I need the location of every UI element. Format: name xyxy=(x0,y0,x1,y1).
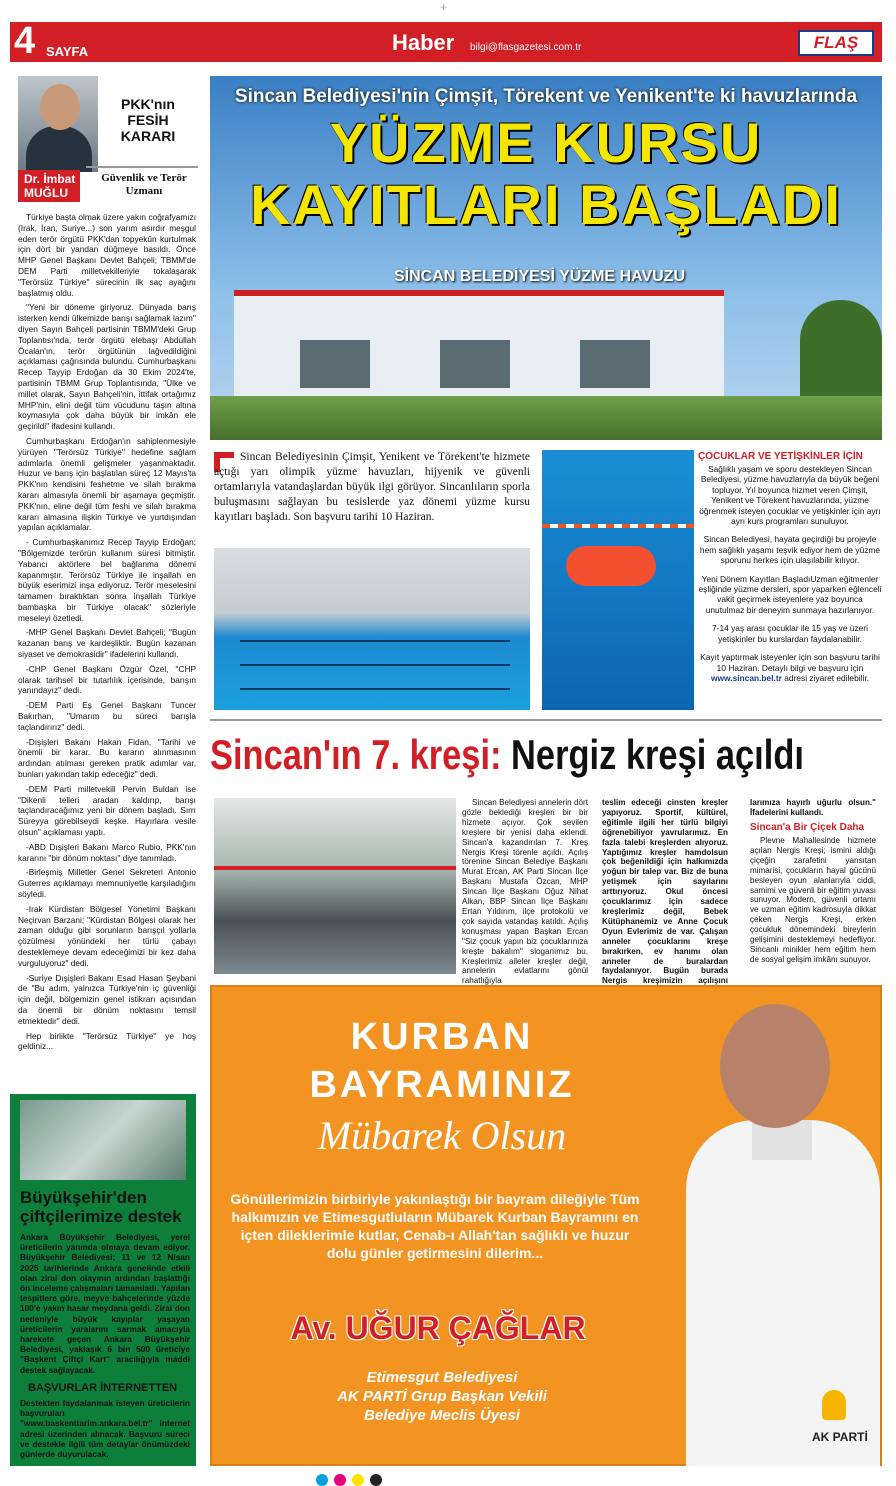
kres-col-2: teslim edeceği cinsten kreşler yapıyoruz. Sportif, kültürel, eğitimle ilgili her türlü bilgiyi öğrenebiliyor yavrularımız. En fazla talebi kreşlerden alıyoruz. Yaptığımız kreşler hamdolsun çok beğenildiği için halkımızda yoğun bir talep var. Biz de buna yetişmek için sayılarını arttırıyoruz. Okul öncesi çocuklarımız için sadece kreşlerimiz değil, Bebek Kütüphanemiz ve Anne Çocuk Oyun Evlerimiz de var. Çalışan anneler çocuklarını kreşe bırakırken, ev hanımı olan anneler de buralardan faydalanıyor. Bugün burada Nergis kreşimizin açılışını xyxy=(602,798,728,986)
ribbon-cutting-photo xyxy=(214,798,456,974)
side-heading: ÇOCUKLAR VE YETİŞKİNLER İÇİN xyxy=(698,451,863,462)
green-text: Ankara Büyükşehir Belediyesi, yerel üreticilerin yanında olmaya devam ediyor. Büyükşehir Belediyesi; 11 ve 12 Nisan 2025 tarihlerinde Ankara genelinde etkili olan zirai don olayının ardından başlattığı ön inceleme çalışmaları tamamladı. Yapılan tespitlere göre, meyve bahçelerinde yüzde 100'e yakın hasar meydana geldi. Zirai don nedeniyle büyük kayıplar yaşayan üreticilerin yaralarını sarmak amacıyla harekete geçen Ankara Büyükşehir Belediyesi, yaklaşık 6 bin 500 üreticiye "Başkent Çiftçi Kart" aracılığıyla maddi destek sağlayacak. xyxy=(20,1232,191,1375)
column-body xyxy=(18,212,196,1072)
side-paragraph: 7-14 yaş arası çocuklar ile 15 yaş ve üzeri yetişkinler bu kurslardan faydalanabilir. xyxy=(712,623,868,644)
pool-lane xyxy=(240,664,510,666)
kres-headline xyxy=(210,730,804,780)
ad-name: Av. UĞUR ÇAĞLAR xyxy=(290,1310,586,1346)
politician-body xyxy=(686,1120,880,1466)
kres-col-1: Sincan Belediyesi annelerin dört gözle beklediği kreşleri bir bir hizmete açıyor. Çok sevilen kreşlere bir yenisi daha eklendi. Sincan'a kazandırılan 7. Kreş Nergis Kreşi törenle açıldı. Açılış törenine Sincan Belediye Başkanı Murat Ercan, AK Parti Sincan İlçe Başkanı Mustafa Özcan, MHP Sincan İlçe Başkanı Oğuz Nihat Alkan, BBP Sincan İlçe Başkanı Ertan Yıldırım, ilçe protokolü ve çok sayıda vatandaş katıldı. Açılış konuşması yapan Başkan Ercan "Siz çocuk yapın biz çocuklarınıza kreşte bakalım" sloganımız bu. Kreşlerimiz aileler kreşler değil, annelerin evlatlarını gönül rahatlığıyla xyxy=(462,798,588,986)
kres-headline-red: Sincan'ın 7. kreşi: xyxy=(210,731,502,778)
ad-org-2: AK PARTİ Grup Başkan Vekili xyxy=(337,1388,547,1405)
kres-col-3b: Plevne Mahallesinde hizmete açılan Nergis Kreşi; ismini aldığı çiçeğin zarafetini yansıtan mimarisi, çocukların hayal gücünü besleyen oyun alanlarıyla ciddi, samimi ve güvenli bir eğitim yuvası sunuyor. Modern, güvenli ortamı ve uzman eğitim kadrosuyla dikkat çeken Nergis Kreşi, erken çocukluk dönemindeki bireylerin gelişimini desteklemeyi hedefliyor. Sincanlı minikler hem eğitim hem de sosyal gelişim imkânı sunuyor. xyxy=(750,836,876,964)
side-url[interactable]: www.sincan.bel.tr xyxy=(711,672,782,683)
ad-line-2: BAYRAMINIZ xyxy=(309,1064,575,1106)
lead-headline-2: KAYITLARI BAŞLADI xyxy=(250,173,842,236)
ad-org xyxy=(212,1368,672,1425)
author-name: Dr. İmbat MUĞLU xyxy=(18,170,80,202)
tree xyxy=(800,300,882,400)
section-title: Haber xyxy=(392,30,455,55)
pool-lane xyxy=(240,688,510,690)
ad-org-1: Etimesgut Belediyesi xyxy=(366,1369,518,1386)
column-paragraph: - Cumhurbaşkanımız Recep Tayyip Erdoğan; "Bölgemizde terörün kullanım süresi bitmiştir. Yabancı aktörlere bel bağlanma dönemi kapanmıştır. Terörsüz Türkiye ile inşallah en büyük eserimizi inşa ediyoruz. Terör meselesini tamamen bıraktıktan sonra inşallah Türkiye bambaşka bir Türkiye olacak" sözleriyle meseleyi özetledi. xyxy=(18,537,196,623)
divider xyxy=(86,166,198,168)
ad-org-3: Belediye Meclis Üyesi xyxy=(364,1407,520,1424)
side-end: adresi ziyaret edilebilir. xyxy=(784,672,869,683)
lead-kicker: Sincan Belediyesi'nin Çimşit, Törekent ve Yenikent'te ki havuzlarında xyxy=(234,86,858,107)
ad-line-1: KURBAN xyxy=(350,1016,534,1058)
registration-dot xyxy=(352,1474,364,1486)
crop-mark: + xyxy=(440,0,448,14)
column-paragraph: Hep birlikte ''Terörsüz Türkiye'' ye hoş geldiniz... xyxy=(18,1030,196,1052)
lead-text: Sincan Belediyesinin Çimşit, Yenikent ve Törekent'te hizmete açtığı yarı olimpik yüzme havuzları, hijyenik ve güvenli ortamlarıyla vatandaşlardan büyük ilgi görüyor. Sincanlıların sporla buluşmasını sağlayan bu tesislerde yaz dönemi yüzme kursu kayıtları başladı. Son başvuru tarihi 10 Haziran. xyxy=(214,451,530,523)
indoor-pool-photo xyxy=(214,548,530,710)
building-sign: SİNCAN BELEDİYESİ YÜZME HAVUZU xyxy=(394,268,685,285)
divider xyxy=(210,719,882,721)
window xyxy=(440,340,510,388)
side-paragraph: Yeni Dönem Kayıtları BaşladıUzman eğitmenler eşliğinde yüzme dersleri, spor yaparken eğlenceli vakit geçirmek isteyenlere yaz boyunca unutulmaz bir deneyim sunmaya hazırlanıyor. xyxy=(698,573,882,615)
author-photo-face xyxy=(40,84,80,130)
column-paragraph: -Suriye Dışişleri Bakanı Esad Hasan Şeybani de "Bu adım, yalnızca Türkiye'nin iç güvenliği için değil, bölgemizin genel istikrarı açısından da önemli bir dönüm noktasını temsil etmektedir" dedi. xyxy=(18,972,196,1026)
column-paragraph: Türkiye başta olmak üzere yakın coğrafyamızı (Irak, İran, Suriye...) son yarım asırdır meşgul eden terör örgütü PKK'dan topyekûn kurtulmak için dört bir yandan düğmeye basıldı. Önce MHP Genel Başkanı Devlet Bahçeli; TBMM'de DEM Parti milletvekilleriyle tokalaşarak ''Terörsüz Türkiye'' sürecinin ilk saç ayağını başlatmış oldu. xyxy=(18,212,196,298)
grass xyxy=(210,396,882,440)
party-logo-text: AK PARTİ xyxy=(812,1430,868,1444)
page-number: 4 xyxy=(14,20,36,62)
green-subhead: BAŞVURLAR İNTERNETTEN xyxy=(28,1382,178,1394)
window xyxy=(580,340,650,388)
column-paragraph: -Irak Kürdistan Bölgesel Yönetimi Başkanı Neçirvan Barzani; "Kürdistan Bölgesi olarak her zaman olduğu gibi sorunların barışçıl yollarla çözülmesi yönündeki her türlü çabayı desteklemeye devam edeceğimizi bir kez daha vurguluyoruz" dedi. xyxy=(18,903,196,968)
kres-subhead: Sincan'a Bir Çiçek Daha xyxy=(750,822,865,833)
side-paragraph: Sağlıklı yaşam ve sporu destekleyen Sincan Belediyesi, yüzme havuzlarıyla da büyük beğeni topluyor. Yıl boyunca hizmet veren Çimşit, Yenikent ve Törekent havuzlarında, yüzme öğrenmek isteyen çocuklar ve yetişkinler için ayrı ayrı kurs programları sunuluyor. xyxy=(699,464,881,527)
author-photo-suit xyxy=(26,126,92,172)
flas-logo: FLAŞ xyxy=(798,30,874,56)
politician-head xyxy=(720,1004,830,1128)
column-title: PKK'nın FESİH KARARI xyxy=(120,96,176,144)
registration-dot xyxy=(334,1474,346,1486)
side-paragraph: Sincan Belediyesi, hayata geçirdiği bu projeyle hem sağlıklı yaşamı teşvik ediyor hem de yüzme sporunu herkes için ulaşılabilir kılıyor. xyxy=(699,534,881,566)
swimmer xyxy=(566,546,656,586)
green-text-2: Destekten faydalanmak isteyen üreticilerin başvuruları "www.baskenttarim.ankara.bel.tr" internet adresi üzerinden alınacak. Başvuru süreci ve destekle ilgili tüm detaylar önümüzdeki günlerde duyurulacak. xyxy=(20,1398,190,1460)
page-label: SAYFA xyxy=(46,44,89,59)
window xyxy=(300,340,370,388)
column-paragraph: -MHP Genel Başkanı Devlet Bahçeli; "Bugün kazanan barış ve kardeşliktir. Bugün kazanan siyaset ve demokrasidir" ifadelerini kullandı. xyxy=(18,627,196,660)
registration-dot xyxy=(316,1474,328,1486)
side-last: Kayıt yaptırmak isteyenler için son başvuru tarihi 10 Haziran. Detaylı bilgi ve başvuru için xyxy=(700,652,880,673)
lane-rope xyxy=(542,524,694,528)
column-paragraph: -DEM Parti milletvekili Pervin Buldan ise "Dikenli telleri aradan kaldırıp, barışı taçlandıracağımız yeni bir dönem başladı. Sırrı Süreyya görebilseydi keşke. Hayırlara vesile olsun" açıklaması yaptı. xyxy=(18,783,196,838)
ad-message: Gönüllerimizin birbiriyle yakınlaştığı bir bayram dileğiyle Tüm halkımızın ve Etimesgutluların Mübarek Kurban Bayramını en içten dileklerimle kutlar, Cenab-ı Allah'tan sağlıklı ve huzur dolu günler getirmesini dilerim... xyxy=(230,1191,640,1261)
column-paragraph: -Dışişleri Bakanı Hakan Fidan, "Tarihi ve önemli bir karar. Bu kararın alınmasının ardından atılması gereken pratik adımlar var, bunları yakından takip edeceğiz" dedi. xyxy=(18,736,196,780)
header-email[interactable]: bilgi@flasgazetesi.com.tr xyxy=(470,42,582,53)
ceremony-ribbon xyxy=(214,866,456,870)
ad-line-3: Mübarek Olsun xyxy=(317,1113,567,1158)
author-role: Güvenlik ve Terör Uzmanı xyxy=(101,172,187,197)
lightbulb-icon xyxy=(822,1390,846,1420)
column-paragraph: -ABD Dışişleri Bakanı Marco Rubio, PKK'nın kararını "bir dönüm noktası" diye tanımladı. xyxy=(18,841,196,863)
green-title: Büyükşehir'den çiftçilerimize destek xyxy=(20,1188,182,1226)
pool-lane xyxy=(240,640,510,642)
frost-photo xyxy=(20,1100,186,1180)
lead-headline-1: YÜZME KURSU xyxy=(329,111,763,174)
column-paragraph: ''Yeni bir döneme giriyoruz. Dünyada barış isterken kendi ülkemizde barışı sağlamak lazım'' diyen Sayın Bahçeli partisinin TBMM'deki Grup Toplantısı'nda, terör örgütü elebaşı Abdullah Öcalan'ın, terör örgütünün lağvedildiğini açıklaması çağrısında bulundu. Cumhurbaşkanı Recep Tayyip Erdoğan da 30 Ekim 2024'te, partisinin TBMM Grup Toplantısında, "Ülke ve millet olarak, Sayın Bahçeli'nin, ittifak ortağımız MHP'nin, elini değil tüm vücudunu taşın altına koymasıyla çok daha büyük bir imkân ele geçirildi" ifadesini kullandı. xyxy=(18,302,196,432)
side-text xyxy=(698,464,882,714)
registration-dot xyxy=(370,1474,382,1486)
kres-headline-black: Nergiz kreşi açıldı xyxy=(511,731,804,778)
column-paragraph: -DEM Parti Eş Genel Başkanı Tuncer Bakırhan, "Umarım bu süreci barışla taçlandırırız" dedi. xyxy=(18,700,196,732)
column-paragraph: -CHP Genel Başkanı Özgür Özel, "CHP olarak tarihsel bir tutarlılık içerisinde, barışın yanındayız" dedi. xyxy=(18,663,196,696)
column-paragraph: Cumhurbaşkanı Erdoğan'ın sahiplenmesiyle yürüyen ''Terörsüz Türkiye'' hedefine sağlam adımlarla önemli gelişmeler yaşanmaktadır. Huzur ve barış için başlatılan süreç 12 Mayıs'ta PKK'nın kendisini feshetme ve silah bırakma kararı almasıyla önemli bir aşamaya geçmiştir. PKK'nın, eline değil tüm feshi ve silah bırakma kararı almasına ilişkin Türkiye ve yurtdışından yapılan açıklamalar. xyxy=(18,435,196,533)
column-paragraph: -Birleşmiş Milletler Genel Sekreteri Antonio Guterres açıklamayı memnuniyetle karşıladığını söyledi. xyxy=(18,867,196,900)
kres-col-3a: larımıza hayırlı uğurlu olsun." İfadelerini kullandı. xyxy=(750,798,876,817)
